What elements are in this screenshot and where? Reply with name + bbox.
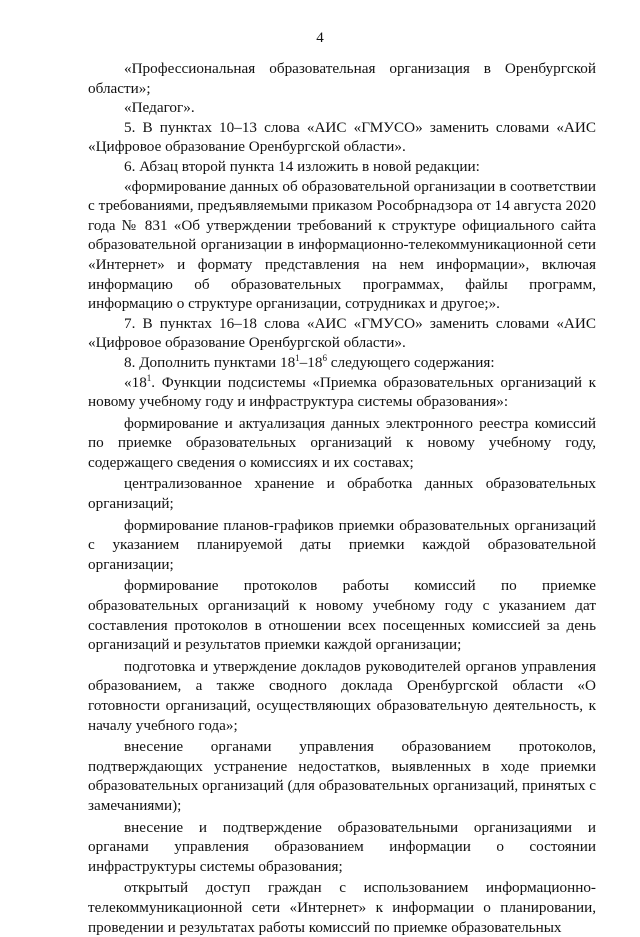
paragraph: внесение органами управления образованием протоколов, подтверждающих устранение недостатков, выявленных в ходе приемки образовательных организаций (для образовательных организаций, принятых с замечаниями);	[88, 738, 596, 814]
paragraph: 6. Абзац второй пункта 14 изложить в новой редакции:	[124, 157, 480, 175]
paragraph: централизованное хранение и обработка данных образовательных организаций;	[88, 475, 596, 513]
paragraph: формирование протоколов работы комиссий по приемке образовательных организаций к новому учебному году с указанием дат составления протоколов в отношении всех посещенных комиссией за день организаций и результатов приемки каждой организации;	[88, 577, 596, 654]
page-number: 4	[316, 30, 324, 46]
paragraph: «формирование данных об образовательной организации в соответствии с требованиями, предъявляемыми приказом Рособрнадзора от 14 августа 2020 года № 831 «Об утверждении требований к структуре официального сайта образовательной организации в информационно-телекоммуникационной сети «Интернет» и формату представления на нем информации», включая информацию об образовательных программах, файлы программ, информацию о структуре организации, сотрудниках и другое;».	[88, 177, 596, 313]
paragraph: внесение и подтверждение образовательными организациями и органами управления образованием информации о состоянии инфраструктуры системы образования;	[88, 818, 596, 875]
paragraph: формирование планов-графиков приемки образовательных организаций с указанием планируемой даты приемки каждой образовательной организации;	[88, 516, 596, 573]
paragraph: «Педагог».	[124, 99, 195, 117]
paragraph: «Профессиональная образовательная организация в Оренбургской области»;	[88, 60, 596, 97]
paragraph-item-8: 8. Дополнить пунктами $18^1-18^6$ следующего содержания:	[124, 352, 495, 371]
paragraph: формирование и актуализация данных электронного реестра комиссий по приемке образовательных организаций к новому учебному году, содержащего сведения о комиссиях и их составах;	[88, 414, 596, 471]
paragraph: подготовка и утверждение докладов руководителей органов управления образованием, а также сводного доклада Оренбургской области «О готовности организаций, осуществляющих образовательную деятельность, к началу учебного года»;	[88, 657, 596, 734]
paragraph: открытый доступ граждан с использованием информационно-телекоммуникационной сети «Интернет» к информации о планировании, проведении и результатах работы комиссий по приемке образовательных	[88, 879, 596, 936]
paragraph-item-18-1: «$18^1$. Функции подсистемы «Приемка образовательных организаций к новому учебному году и инфраструктура системы образования»:	[88, 372, 596, 411]
paragraph: 5. В пунктах 10–13 слова «АИС «ГМУСО» заменить словами «АИС «Цифровое образование Оренбургской области».	[88, 118, 596, 156]
document-body	[88, 59, 596, 937]
paragraph: 7. В пунктах 16–18 слова «АИС «ГМУСО» заменить словами «АИС «Цифровое образование Оренбургской области».	[88, 314, 596, 352]
